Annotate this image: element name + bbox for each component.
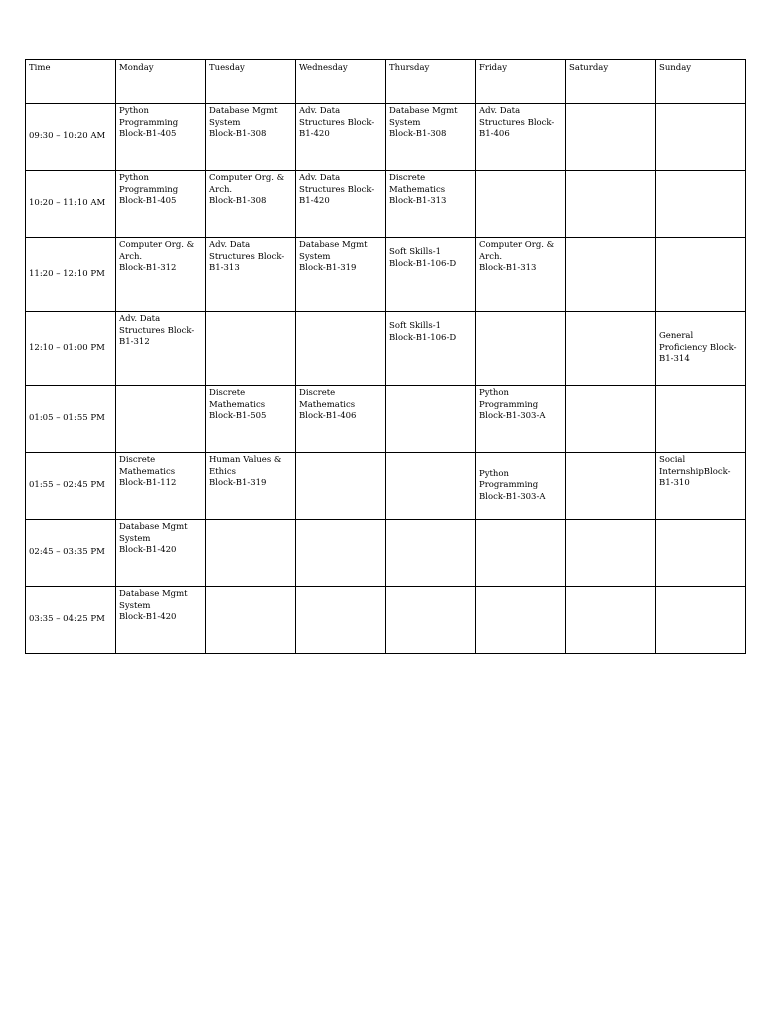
class-cell-wednesday: Adv. Data Structures Block- B1-420 bbox=[296, 104, 386, 171]
class-cell-wednesday bbox=[296, 587, 386, 654]
time-slot: 01:55 – 02:45 PM bbox=[26, 453, 116, 520]
table-row bbox=[26, 520, 746, 587]
timetable bbox=[25, 59, 746, 654]
class-cell-wednesday: Discrete Mathematics Block-B1-406 bbox=[296, 386, 386, 453]
class-cell-wednesday bbox=[296, 453, 386, 520]
class-cell-thursday: Database Mgmt System Block-B1-308 bbox=[386, 104, 476, 171]
class-cell-wednesday: Database Mgmt System Block-B1-319 bbox=[296, 238, 386, 312]
class-cell-tuesday: Adv. Data Structures Block- B1-313 bbox=[206, 238, 296, 312]
class-cell-saturday bbox=[566, 312, 656, 386]
header-thursday: Thursday bbox=[386, 60, 476, 104]
class-cell-wednesday bbox=[296, 312, 386, 386]
class-cell-thursday bbox=[386, 386, 476, 453]
time-slot: 12:10 – 01:00 PM bbox=[26, 312, 116, 386]
class-cell-monday: Computer Org. & Arch. Block-B1-312 bbox=[116, 238, 206, 312]
class-cell-sunday bbox=[656, 104, 746, 171]
class-cell-friday bbox=[476, 312, 566, 386]
class-cell-monday: Discrete Mathematics Block-B1-112 bbox=[116, 453, 206, 520]
class-cell-tuesday bbox=[206, 587, 296, 654]
header-row bbox=[26, 60, 746, 104]
class-cell-thursday bbox=[386, 520, 476, 587]
table-row bbox=[26, 386, 746, 453]
table-row bbox=[26, 238, 746, 312]
header-tuesday: Tuesday bbox=[206, 60, 296, 104]
class-cell-sunday bbox=[656, 171, 746, 238]
class-cell-friday: Computer Org. & Arch. Block-B1-313 bbox=[476, 238, 566, 312]
class-cell-saturday bbox=[566, 520, 656, 587]
class-cell-tuesday: Computer Org. & Arch. Block-B1-308 bbox=[206, 171, 296, 238]
class-cell-monday: Database Mgmt System Block-B1-420 bbox=[116, 587, 206, 654]
header-monday: Monday bbox=[116, 60, 206, 104]
timetable-body bbox=[26, 60, 746, 654]
class-cell-tuesday: Human Values & Ethics Block-B1-319 bbox=[206, 453, 296, 520]
time-slot: 01:05 – 01:55 PM bbox=[26, 386, 116, 453]
class-cell-thursday bbox=[386, 453, 476, 520]
class-cell-saturday bbox=[566, 104, 656, 171]
time-slot: 10:20 – 11:10 AM bbox=[26, 171, 116, 238]
time-slot: 11:20 – 12:10 PM bbox=[26, 238, 116, 312]
class-cell-monday: Python Programming Block-B1-405 bbox=[116, 171, 206, 238]
class-cell-tuesday bbox=[206, 312, 296, 386]
table-row bbox=[26, 104, 746, 171]
table-row bbox=[26, 453, 746, 520]
class-cell-friday: Python Programming Block-B1-303-A bbox=[476, 453, 566, 520]
header-friday: Friday bbox=[476, 60, 566, 104]
class-cell-sunday bbox=[656, 238, 746, 312]
class-cell-thursday: Soft Skills-1 Block-B1-106-D bbox=[386, 238, 476, 312]
class-cell-thursday: Discrete Mathematics Block-B1-313 bbox=[386, 171, 476, 238]
header-wednesday: Wednesday bbox=[296, 60, 386, 104]
class-cell-tuesday: Discrete Mathematics Block-B1-505 bbox=[206, 386, 296, 453]
class-cell-wednesday bbox=[296, 520, 386, 587]
class-cell-thursday bbox=[386, 587, 476, 654]
class-cell-sunday: General Proficiency Block- B1-314 bbox=[656, 312, 746, 386]
class-cell-tuesday: Database Mgmt System Block-B1-308 bbox=[206, 104, 296, 171]
class-cell-saturday bbox=[566, 238, 656, 312]
time-slot: 02:45 – 03:35 PM bbox=[26, 520, 116, 587]
class-cell-friday bbox=[476, 587, 566, 654]
header-time: Time bbox=[26, 60, 116, 104]
table-row bbox=[26, 587, 746, 654]
class-cell-monday bbox=[116, 386, 206, 453]
class-cell-wednesday: Adv. Data Structures Block- B1-420 bbox=[296, 171, 386, 238]
class-cell-saturday bbox=[566, 171, 656, 238]
time-slot: 09:30 – 10:20 AM bbox=[26, 104, 116, 171]
table-row bbox=[26, 171, 746, 238]
class-cell-saturday bbox=[566, 587, 656, 654]
class-cell-saturday bbox=[566, 453, 656, 520]
class-cell-friday: Adv. Data Structures Block- B1-406 bbox=[476, 104, 566, 171]
class-cell-monday: Database Mgmt System Block-B1-420 bbox=[116, 520, 206, 587]
class-cell-monday: Adv. Data Structures Block- B1-312 bbox=[116, 312, 206, 386]
table-row bbox=[26, 312, 746, 386]
class-cell-friday bbox=[476, 171, 566, 238]
class-cell-saturday bbox=[566, 386, 656, 453]
header-saturday: Saturday bbox=[566, 60, 656, 104]
class-cell-monday: Python Programming Block-B1-405 bbox=[116, 104, 206, 171]
class-cell-tuesday bbox=[206, 520, 296, 587]
class-cell-thursday: Soft Skills-1 Block-B1-106-D bbox=[386, 312, 476, 386]
time-slot: 03:35 – 04:25 PM bbox=[26, 587, 116, 654]
class-cell-sunday bbox=[656, 386, 746, 453]
class-cell-sunday: Social InternshipBlock- B1-310 bbox=[656, 453, 746, 520]
class-cell-friday: Python Programming Block-B1-303-A bbox=[476, 386, 566, 453]
header-sunday: Sunday bbox=[656, 60, 746, 104]
class-cell-friday bbox=[476, 520, 566, 587]
class-cell-sunday bbox=[656, 587, 746, 654]
class-cell-sunday bbox=[656, 520, 746, 587]
